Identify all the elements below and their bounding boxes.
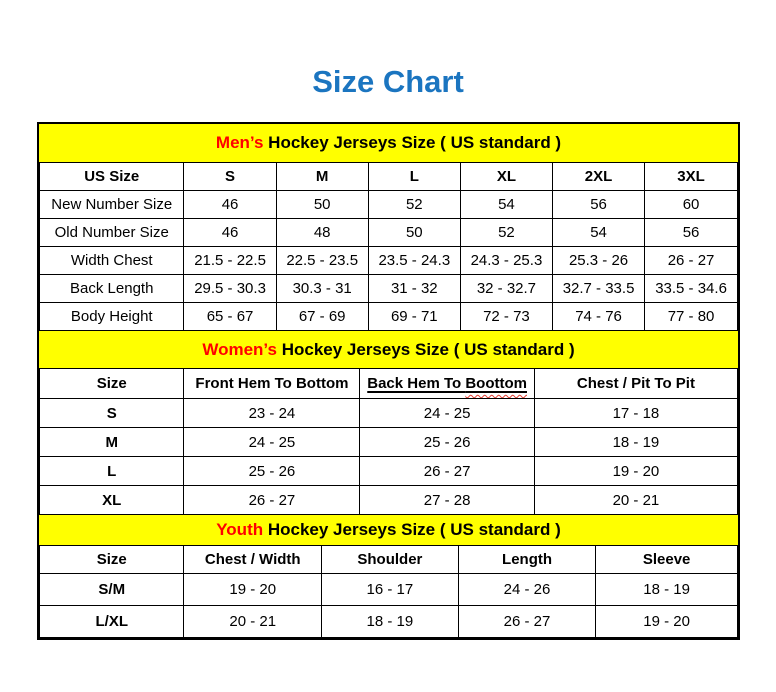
- mens-data-row: [40, 303, 738, 331]
- mens-size-cell: 54: [552, 219, 644, 247]
- womens-heading-text: Hockey Jerseys Size ( US standard ): [276, 339, 575, 359]
- mens-size-cell: 24.3 - 25.3: [460, 247, 552, 275]
- mens-column-header: M: [276, 163, 368, 191]
- youth-row-label: L/XL: [40, 606, 184, 638]
- youth-size-cell: 24 - 26: [458, 574, 596, 606]
- mens-heading-text: Hockey Jerseys Size ( US standard ): [263, 133, 562, 152]
- mens-size-cell: 32 - 32.7: [460, 275, 552, 303]
- mens-size-cell: 30.3 - 31: [276, 275, 368, 303]
- mens-size-cell: 50: [368, 219, 460, 247]
- womens-size-cell: 24 - 25: [184, 428, 360, 457]
- misspelled-word: Boottom: [465, 375, 527, 392]
- mens-size-cell: 29.5 - 30.3: [184, 275, 276, 303]
- mens-column-header: L: [368, 163, 460, 191]
- size-chart: [37, 122, 740, 640]
- mens-size-cell: 21.5 - 22.5: [184, 247, 276, 275]
- womens-row-label: L: [40, 457, 184, 486]
- youth-size-cell: 20 - 21: [184, 606, 322, 638]
- youth-header-row: [40, 546, 738, 574]
- mens-size-cell: 74 - 76: [552, 303, 644, 331]
- womens-size-cell: 25 - 26: [360, 428, 535, 457]
- youth-heading-highlight: Youth: [216, 520, 264, 539]
- youth-size-cell: 26 - 27: [458, 606, 596, 638]
- mens-size-cell: 26 - 27: [645, 247, 738, 275]
- mens-size-cell: 52: [368, 191, 460, 219]
- mens-size-cell: 23.5 - 24.3: [368, 247, 460, 275]
- mens-heading-highlight: Men’s: [215, 133, 264, 152]
- youth-data-row: [40, 606, 738, 638]
- youth-data-row: [40, 574, 738, 606]
- mens-size-cell: 22.5 - 23.5: [276, 247, 368, 275]
- mens-size-cell: 54: [460, 191, 552, 219]
- youth-column-header: Shoulder: [321, 546, 458, 574]
- mens-section-heading: [39, 124, 738, 162]
- womens-column-header: Size: [40, 369, 184, 399]
- mens-size-cell: 31 - 32: [368, 275, 460, 303]
- mens-size-cell: 60: [645, 191, 738, 219]
- youth-heading-text: Hockey Jerseys Size ( US standard ): [263, 520, 561, 539]
- page-title: Size Chart: [312, 64, 464, 99]
- mens-data-row: [40, 191, 738, 219]
- womens-section-heading: [39, 331, 738, 368]
- youth-section-heading: [39, 515, 738, 545]
- youth-column-header: Size: [40, 546, 184, 574]
- mens-row-label: Width Chest: [40, 247, 184, 275]
- mens-row-label: New Number Size: [40, 191, 184, 219]
- womens-size-cell: 27 - 28: [360, 486, 535, 515]
- mens-size-cell: 65 - 67: [184, 303, 276, 331]
- womens-row-label: M: [40, 428, 184, 457]
- mens-size-cell: 48: [276, 219, 368, 247]
- youth-size-cell: 18 - 19: [321, 606, 458, 638]
- womens-data-row: [40, 428, 738, 457]
- mens-column-header: US Size: [40, 163, 184, 191]
- mens-header-row: [40, 163, 738, 191]
- youth-row-label: S/M: [40, 574, 184, 606]
- mens-row-label: Old Number Size: [40, 219, 184, 247]
- mens-size-cell: 46: [184, 191, 276, 219]
- womens-column-header: Chest / Pit To Pit: [534, 369, 737, 399]
- mens-size-cell: 69 - 71: [368, 303, 460, 331]
- mens-size-cell: 72 - 73: [460, 303, 552, 331]
- womens-column-header: Front Hem To Bottom: [184, 369, 360, 399]
- youth-size-cell: 18 - 19: [596, 574, 738, 606]
- womens-size-cell: 26 - 27: [360, 457, 535, 486]
- mens-size-cell: 56: [645, 219, 738, 247]
- mens-size-cell: 32.7 - 33.5: [552, 275, 644, 303]
- womens-size-cell: 24 - 25: [360, 399, 535, 428]
- youth-column-header: Length: [458, 546, 596, 574]
- mens-size-cell: 52: [460, 219, 552, 247]
- womens-size-cell: 18 - 19: [534, 428, 737, 457]
- mens-size-cell: 33.5 - 34.6: [645, 275, 738, 303]
- womens-size-cell: 20 - 21: [534, 486, 737, 515]
- mens-column-header: S: [184, 163, 276, 191]
- mens-size-cell: 46: [184, 219, 276, 247]
- womens-size-cell: 25 - 26: [184, 457, 360, 486]
- womens-size-table: [39, 368, 738, 515]
- header-underlined-text: Back Hem To Boottom: [367, 375, 527, 392]
- mens-row-label: Back Length: [40, 275, 184, 303]
- youth-size-cell: 19 - 20: [596, 606, 738, 638]
- womens-column-header: [360, 369, 535, 399]
- womens-row-label: XL: [40, 486, 184, 515]
- mens-row-label: Body Height: [40, 303, 184, 331]
- womens-size-cell: 19 - 20: [534, 457, 737, 486]
- mens-size-cell: 50: [276, 191, 368, 219]
- womens-data-row: [40, 399, 738, 428]
- mens-column-header: XL: [460, 163, 552, 191]
- womens-header-row: [40, 369, 738, 399]
- youth-size-cell: 19 - 20: [184, 574, 322, 606]
- mens-column-header: 2XL: [552, 163, 644, 191]
- youth-size-cell: 16 - 17: [321, 574, 458, 606]
- womens-size-cell: 17 - 18: [534, 399, 737, 428]
- womens-size-cell: 26 - 27: [184, 486, 360, 515]
- mens-size-table: [39, 162, 738, 331]
- mens-data-row: [40, 247, 738, 275]
- womens-size-cell: 23 - 24: [184, 399, 360, 428]
- youth-column-header: Sleeve: [596, 546, 738, 574]
- mens-size-cell: 67 - 69: [276, 303, 368, 331]
- mens-data-row: [40, 219, 738, 247]
- mens-data-row: [40, 275, 738, 303]
- womens-data-row: [40, 486, 738, 515]
- youth-column-header: Chest / Width: [184, 546, 322, 574]
- womens-row-label: S: [40, 399, 184, 428]
- womens-data-row: [40, 457, 738, 486]
- mens-size-cell: 25.3 - 26: [552, 247, 644, 275]
- mens-column-header: 3XL: [645, 163, 738, 191]
- youth-size-table: [39, 545, 738, 638]
- mens-size-cell: 56: [552, 191, 644, 219]
- mens-size-cell: 77 - 80: [645, 303, 738, 331]
- womens-heading-highlight: Women’s: [202, 339, 277, 359]
